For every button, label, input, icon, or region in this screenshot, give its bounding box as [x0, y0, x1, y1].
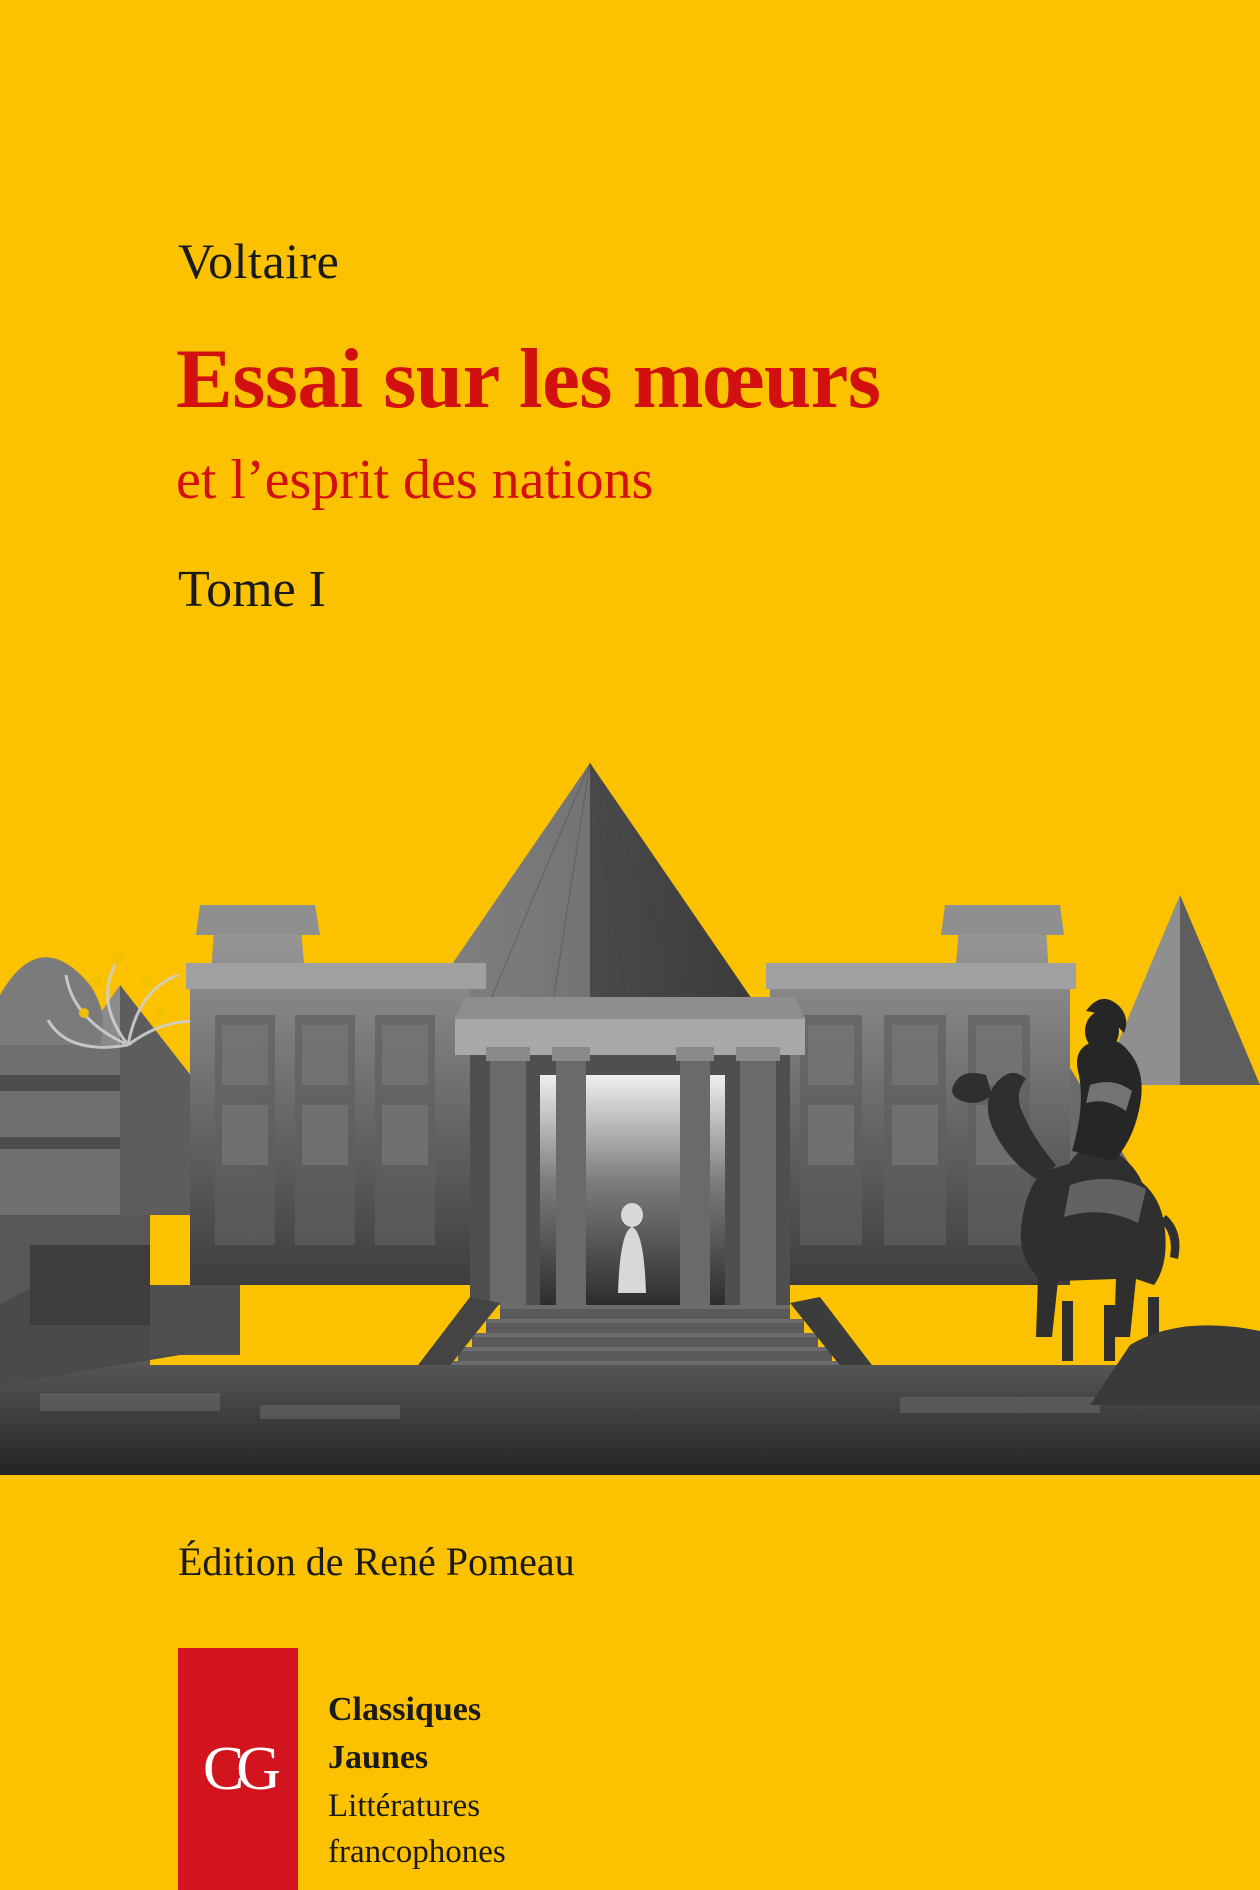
publisher-block: [178, 1648, 608, 1890]
cover-illustration: [0, 745, 1260, 1475]
editor-credit: Édition de René Pomeau: [178, 1539, 575, 1584]
collection-line-3: Littératures: [328, 1787, 481, 1824]
book-title: Essai sur les mœurs: [176, 332, 881, 426]
author-name: Voltaire: [178, 233, 340, 289]
collection-line-1: Classiques: [328, 1691, 482, 1728]
publisher-logo: [178, 1648, 298, 1890]
volume-label: Tome I: [178, 561, 326, 618]
cg-monogram-icon: CG: [202, 1735, 274, 1803]
publisher-name: [298, 1648, 506, 1876]
collection-line-4: francophones: [328, 1834, 506, 1871]
collection-line-2: Jaunes: [328, 1739, 429, 1777]
book-subtitle: et l’esprit des nations: [176, 449, 654, 511]
